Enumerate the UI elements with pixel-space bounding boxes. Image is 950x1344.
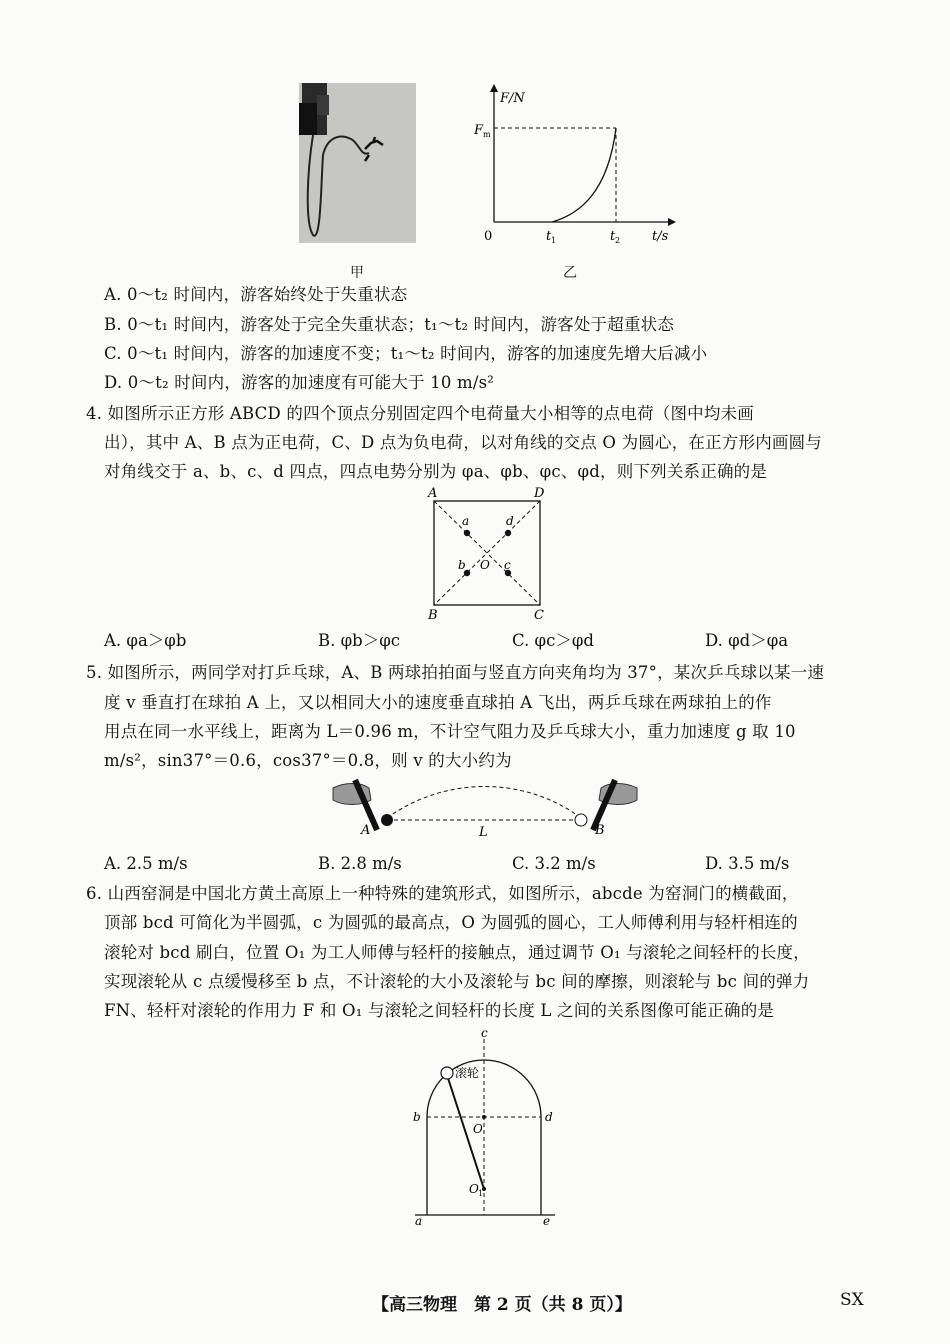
q6-text-line-2: 顶部 bcd 可简化为半圆弧，c 为圆弧的最高点，O 为圆弧的圆心，工人师傅利用与轻杆相连的	[104, 913, 798, 932]
fig-jia-caption: 甲	[350, 265, 364, 281]
roller	[441, 1067, 453, 1079]
page-footer: 【高三物理 第 2 页（共 8 页）】	[372, 1295, 632, 1315]
q4-text-line-1: 4. 如图所示正方形 ABCD 的四个顶点分别固定四个电荷量大小相等的点电荷（图中均未画	[86, 404, 754, 423]
force-curve	[552, 128, 616, 222]
q4-option-a: A. φa＞φb	[104, 631, 187, 650]
label-A: A	[361, 823, 371, 838]
bungee-photo-drawing	[299, 83, 416, 243]
label-O: O	[480, 558, 490, 572]
cave-door-diagram	[405, 1025, 575, 1230]
ball-at-b	[575, 814, 587, 826]
fm-label: F	[474, 123, 484, 138]
fig-yi-caption: 乙	[563, 265, 577, 281]
x-axis-arrow	[668, 218, 676, 226]
label-c: c	[481, 1026, 488, 1040]
point-d	[505, 530, 511, 536]
q5-option-c: C. 3.2 m/s	[512, 854, 596, 873]
label-o: O	[473, 1122, 483, 1136]
t2-sub: 2	[615, 236, 621, 245]
y-axis-label: F/N	[500, 91, 525, 106]
q5-text-line-1: 5. 如图所示，两同学对打乒乓球，A、B 两球拍拍面与竖直方向夹角均为 37°，某次乒乓球以某一速	[86, 663, 825, 682]
label-B: B	[428, 608, 438, 623]
bungee-photo	[299, 83, 416, 243]
label-c: c	[504, 558, 511, 572]
ball-at-a	[381, 814, 393, 826]
ping-pong-diagram	[325, 770, 645, 840]
label-roller: 滚轮	[455, 1066, 480, 1080]
q5-option-d: D. 3.5 m/s	[705, 854, 790, 873]
q5-text-line-4: m/s²，sin37°＝0.6，cos37°＝0.8，则 v 的大小约为	[104, 751, 512, 770]
footer-code: SX	[840, 1290, 864, 1310]
q6-text-line-3: 滚轮对 bcd 刷白，位置 O₁ 为工人师傅与轻杆的接触点，通过调节 O₁ 与滚轮之间轻杆的长度，	[104, 943, 810, 962]
q4-option-c: C. φc＞φd	[512, 631, 594, 650]
ball-trajectory	[387, 787, 581, 819]
x-axis-label: t/s	[652, 229, 669, 244]
label-o1-sub: 1	[478, 1189, 484, 1198]
t2-label: t	[610, 229, 616, 244]
q3-option-b: B. 0～t₁ 时间内，游客处于完全失重状态；t₁～t₂ 时间内，游客处于超重状态	[104, 315, 675, 334]
q5-text-line-3: 用点在同一水平线上，距离为 L＝0.96 m，不计空气阻力及乒乓球大小，重力加速度 g 取 10	[104, 722, 796, 741]
y-axis-arrow	[490, 84, 498, 92]
q4-text-line-2: 出），其中 A、B 点为正电荷，C、D 点为负电荷，以对角线的交点 O 为圆心，在正方形内画圆与	[104, 433, 822, 452]
q5-text-line-2: 度 v 垂直打在球拍 A 上，又以相同大小的速度垂直球拍 A 飞出，两乒乓球在两球拍上的作	[104, 693, 772, 712]
q5-option-b: B. 2.8 m/s	[318, 854, 402, 873]
label-b: b	[413, 1110, 421, 1124]
label-D: D	[534, 486, 545, 501]
label-L: L	[479, 825, 488, 840]
origin-label: 0	[484, 229, 493, 244]
fm-sub: m	[483, 130, 491, 139]
square-charge-diagram	[420, 483, 560, 623]
t1-label: t	[546, 229, 552, 244]
label-A: A	[428, 486, 438, 501]
force-time-graph	[470, 82, 680, 252]
label-d: d	[506, 514, 514, 528]
q3-option-d: D. 0～t₂ 时间内，游客的加速度有可能大于 10 m/s²	[104, 373, 495, 392]
q6-text-line-4: 实现滚轮从 c 点缓慢移至 b 点，不计滚轮的大小及滚轮与 bc 间的摩擦，则滚轮与 bc 间的弹力	[104, 972, 810, 991]
label-a: a	[462, 514, 470, 528]
q4-text-line-3: 对角线交于 a、b、c、d 四点，四点电势分别为 φa、φb、φc、φd，则下列关系正确的是	[104, 462, 768, 481]
t1-sub: 1	[551, 236, 557, 245]
point-a	[464, 530, 470, 536]
q4-option-b: B. φb＞φc	[318, 631, 401, 650]
q4-option-d: D. φd＞φa	[705, 631, 789, 650]
label-e: e	[543, 1214, 551, 1228]
q6-text-line-5: FN、轻杆对滚轮的作用力 F 和 O₁ 与滚轮之间轻杆的长度 L 之间的关系图像可能正确的是	[104, 1001, 775, 1020]
label-B: B	[595, 823, 605, 838]
label-b: b	[458, 558, 466, 572]
point-o	[482, 1115, 486, 1119]
label-a: a	[415, 1214, 423, 1228]
q6-text-line-1: 6. 山西窑洞是中国北方黄土高原上一种特殊的建筑形式，如图所示，abcde 为窑洞门的横截面，	[86, 884, 799, 903]
label-d: d	[545, 1110, 553, 1124]
q3-option-a: A. 0～t₂ 时间内，游客始终处于失重状态	[104, 285, 408, 304]
label-o1: O	[469, 1182, 479, 1196]
q5-option-a: A. 2.5 m/s	[104, 854, 188, 873]
q3-option-c: C. 0～t₁ 时间内，游客的加速度不变；t₁～t₂ 时间内，游客的加速度先增大后减小	[104, 344, 708, 363]
label-C: C	[534, 608, 544, 623]
